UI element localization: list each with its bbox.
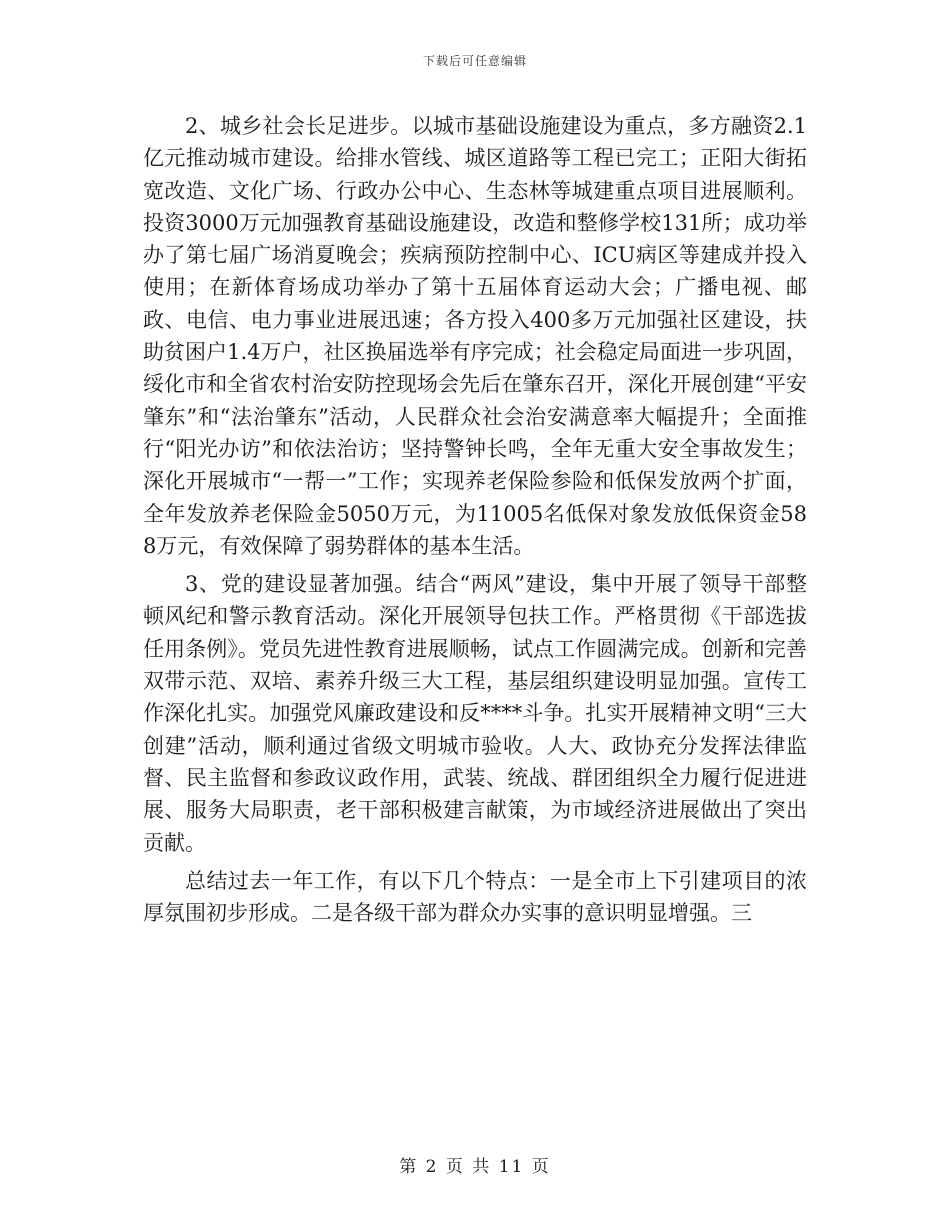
page-number: 第 2 页 共 11 页 [399,1157,551,1177]
document-body [143,110,807,935]
paragraph-summary: 总结过去一年工作，有以下几个特点：一是全市上下引建项目的浓厚氛围初步形成。二是各级干部为群众办实事的意识明显增强。三 [143,868,807,926]
paragraph-party-building: 3、党的建设显著加强。结合“两风”建设，集中开展了领导干部整顿风纪和警示教育活动。深化开展领导包扶工作。严格贯彻《干部选拔任用条例》。党员先进性教育进展顺畅，试点工作圆满完成。创新和完善双带示范、双培、素养升级三大工程，基层组织建设明显加强。宣传工作深化扎实。加强党风廉政建设和反****斗争。扎实开展精神文明“三大创建”活动，顺利通过省级文明城市验收。人大、政协充分发挥法律监督、民主监督和参政议政作用，武装、统战、群团组织全力履行促进进展、服务大局职责，老干部积极建言献策，为市域经济进展做出了突出贡献。 [143,572,807,855]
paragraph-urban-rural-progress: 2、城乡社会长足进步。以城市基础设施建设为重点，多方融资2.1亿元推动城市建设。给排水管线、城区道路等工程已完工；正阳大街拓宽改造、文化广场、行政办公中心、生态林等城建重点项目进展顺利。投资3000万元加强教育基础设施建设，改造和整修学校131所；成功举办了第七届广场消夏晚会；疾病预防控制中心、ICU病区等建成并投入使用；在新体育场成功举办了第十五届体育运动大会；广播电视、邮政、电信、电力事业进展迅速；各方投入400多万元加强社区建设，扶助贫困户1.4万户，社区换届选举有序完成；社会稳定局面进一步巩固，绥化市和全省农村治安防控现场会先后在肇东召开，深化开展创建“平安肇东”和“法治肇东”活动，人民群众社会治安满意率大幅提升；全面推行“阳光办访”和依法治访；坚持警钟长鸣，全年无重大安全事故发生；深化开展城市“一帮一”工作；实现养老保险参险和低保发放两个扩面，全年发放养老保险金5050万元，为11005名低保对象发放低保资金588万元，有效保障了弱势群体的基本生活。 [143,114,807,558]
page-header: 下载后可任意编辑 [422,54,527,68]
